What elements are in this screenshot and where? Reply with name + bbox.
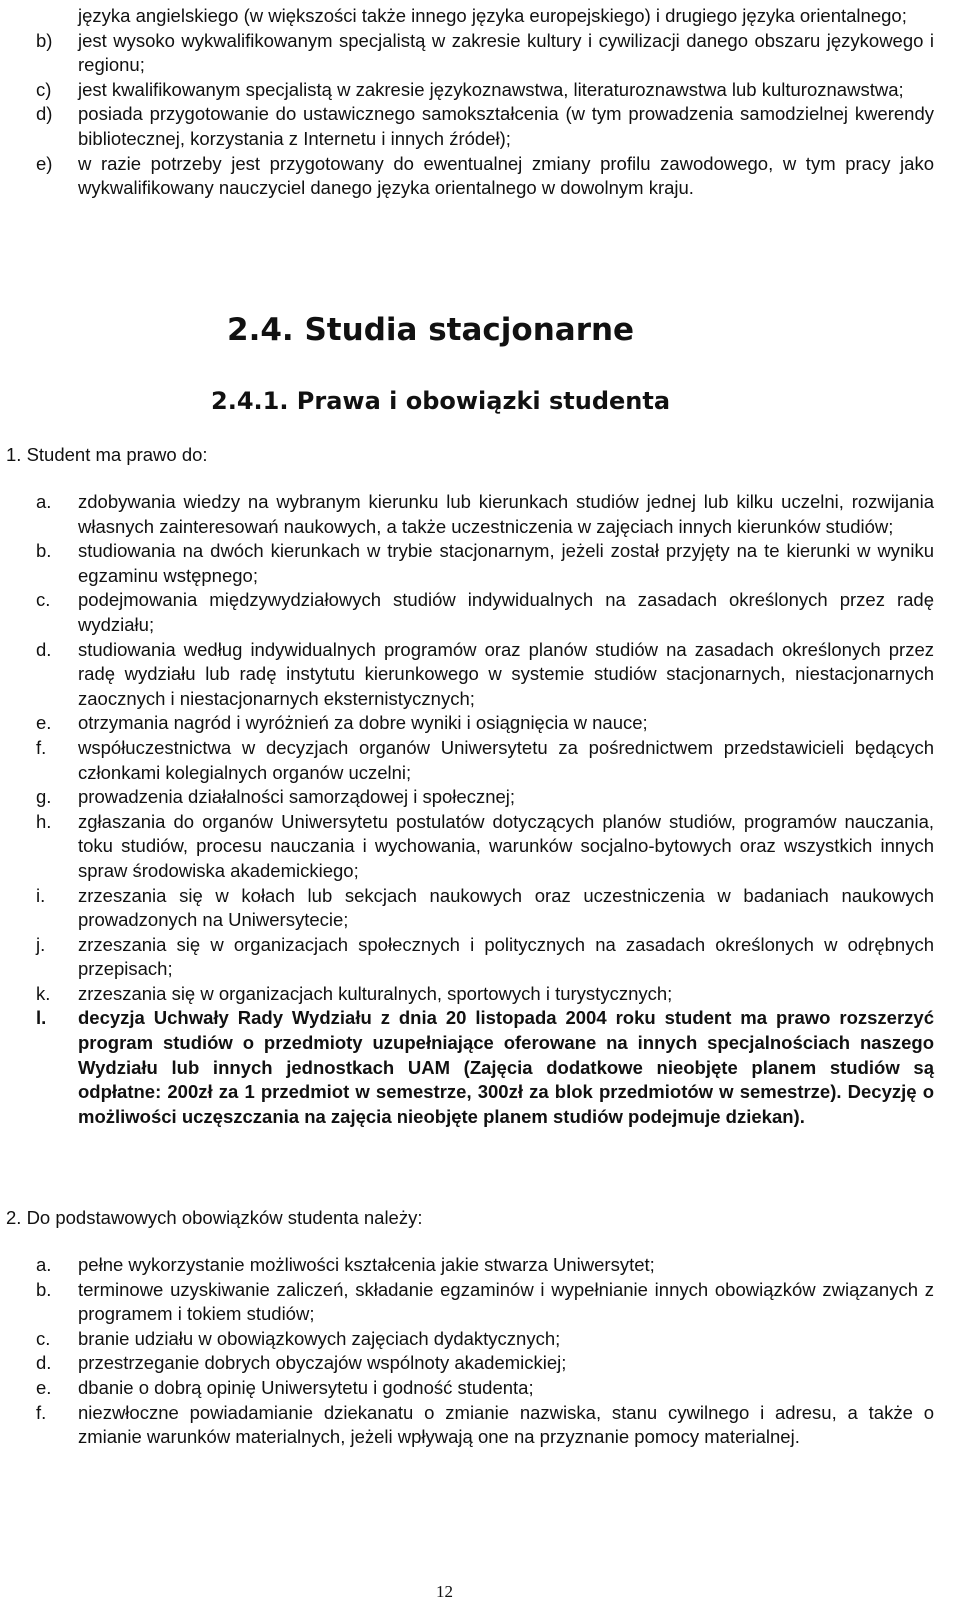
list-item-text: niezwłoczne powiadamianie dziekanatu o zmianie nazwiska, stanu cywilnego i adresu, a także o zmianie warunków materialnych, jeżeli wpływają one na przyznanie pomocy materialnej. xyxy=(78,1401,934,1448)
list-item-text: branie udziału w obowiązkowych zajęciach dydaktycznych; xyxy=(78,1327,561,1349)
list-item-marker: e) xyxy=(36,152,53,174)
list-item-text: jest wysoko wykwalifikowanym specjalistą w zakresie kultury i cywilizacji danego obszaru językowego i regionu; xyxy=(78,29,934,76)
list-item-text: pełne wykorzystanie możliwości kształcenia jakie stwarza Uniwersytet; xyxy=(78,1254,655,1275)
intro-continuation: języka angielskiego (w większości także innego języka europejskiego) i drugiego języka orientalnego; xyxy=(78,5,907,26)
list-item xyxy=(36,102,934,151)
list-item xyxy=(36,1253,934,1278)
list-item xyxy=(36,152,934,201)
list-item-marker: h. xyxy=(36,810,52,832)
list-item-marker: a. xyxy=(36,491,52,512)
list-item-text: współuczestnictwa w decyzjach organów Uniwersytetu za pośrednictwem przedstawicieli będących członkami kolegialnych organów uczelni; xyxy=(78,736,934,783)
list-item-text: dbanie o dobrą opinię Uniwersytetu i godność studenta; xyxy=(78,1376,534,1398)
list-item-text: posiada przygotowanie do ustawicznego samokształcenia (w tym prowadzenia samodzielnej kwerendy bibliotecznej, korzystania z Internetu i innych źródeł); xyxy=(78,103,934,149)
list-item-text: przestrzeganie dobrych obyczajów wspólnoty akademickiej; xyxy=(78,1352,567,1374)
list-item-text: studiowania według indywidualnych programów oraz planów studiów na zasadach określonych przez radę wydziału lub radę instytutu kierunkowego w systemie studiów stacjonarnych, niestacjonarnych zaocznych i niestacjonarnych eksternistycznych; xyxy=(78,638,934,709)
list-item xyxy=(36,711,934,736)
list-item-marker: k. xyxy=(36,982,51,1004)
list-item-text: zrzeszania się w organizacjach kulturalnych, sportowych i turystycznych; xyxy=(78,982,673,1004)
list-item-text: decyzja Uchwały Rady Wydziału z dnia 20 listopada 2004 roku student ma prawo rozszerzyć program studiów o przedmioty uzupełniające oferowane na innych specjalnościach naszego Wydziału lub innych jednostkach UAM (Zajęcia dodatkowe nieobjęte planem studiów są odpłatne: 200zł za 1 przedmiot w semestrze, 300zł za blok przedmiotów w semestrze). Decyzję o możliwości uczęszczania na zajęcia nieobjęte planem studiów podejmuje dziekan). xyxy=(78,1007,934,1127)
list-item xyxy=(36,810,934,884)
list-item-text: zgłaszania do organów Uniwersytetu postulatów dotyczących planów studiów, programów nauczania, toku studiów, procesu nauczania i wychowania, warunków socjalno-bytowych oraz wszystkich innych spraw środowiska akademickiego; xyxy=(78,810,934,881)
list-item xyxy=(36,490,934,539)
page-number: 12 xyxy=(436,1582,453,1601)
section-subheading: 2.4.1. Prawa i obowiązki studenta xyxy=(211,387,671,415)
list-item-marker: i. xyxy=(36,884,46,906)
list-item-text: terminowe uzyskiwanie zaliczeń, składanie egzaminów i wypełnianie innych obowiązków związanych z programem i tokiem studiów; xyxy=(78,1278,934,1325)
list-item-text: zrzeszania się w organizacjach społecznych i politycznych na zasadach określonych w odrębnych przepisach; xyxy=(78,933,934,980)
list-item xyxy=(36,933,934,982)
list-item xyxy=(36,982,934,1007)
list-item-text: w razie potrzeby jest przygotowany do ewentualnej zmiany profilu zawodowego, w tym pracy jako wykwalifikowany nauczyciel danego języka orientalnego w dowolnym kraju. xyxy=(78,152,934,199)
list-item-text: otrzymania nagród i wyróżnień za dobre wyniki i osiągnięcia w nauce; xyxy=(78,712,648,734)
list-item-marker: c. xyxy=(36,1327,51,1349)
list-item xyxy=(36,1351,934,1376)
section-heading: 2.4. Studia stacjonarne xyxy=(227,312,635,348)
duties-title: 2. Do podstawowych obowiązków studenta należy: xyxy=(6,1207,423,1228)
list-item xyxy=(36,1327,934,1352)
list-item xyxy=(36,78,934,103)
list-item xyxy=(36,1006,934,1129)
list-item-marker: c. xyxy=(36,589,51,611)
list-item xyxy=(36,638,934,712)
list-item-text: zdobywania wiedzy na wybranym kierunku lub kierunkach studiów jednej lub kilku uczelni, rozwijania własnych zainteresowań naukowych, a także uczestniczenia w zajęciach innych kierunków studiów; xyxy=(78,491,934,537)
list-item-text: zrzeszania się w kołach lub sekcjach naukowych oraz uczestniczenia w badaniach naukowych prowadzonych na Uniwersytecie; xyxy=(78,884,934,931)
list-item-marker: j. xyxy=(36,933,46,955)
list-item-marker: a. xyxy=(36,1254,52,1275)
list-item xyxy=(36,785,934,810)
list-item-marker: b. xyxy=(36,540,52,562)
list-item-marker: e. xyxy=(36,712,52,734)
rights-title: 1. Student ma prawo do: xyxy=(6,444,208,465)
list-item-marker: c) xyxy=(36,78,52,100)
list-item xyxy=(36,1401,934,1450)
list-item-marker: d. xyxy=(36,1352,52,1374)
rights-list xyxy=(36,490,934,1129)
list-item-text: studiowania na dwóch kierunkach w trybie stacjonarnym, jeżeli został przyjęty na te kierunki w wyniku egzaminu wstępnego; xyxy=(78,540,934,586)
list-item xyxy=(36,29,934,78)
list-item-marker: b. xyxy=(36,1278,52,1300)
duties-list xyxy=(36,1253,934,1450)
list-item xyxy=(36,539,934,588)
list-item-marker: f. xyxy=(36,736,47,758)
list-item-text: prowadzenia działalności samorządowej i społecznej; xyxy=(78,786,516,808)
list-item xyxy=(36,1278,934,1327)
list-item xyxy=(36,736,934,785)
list-item-marker: f. xyxy=(36,1401,47,1423)
list-item-marker: d) xyxy=(36,103,53,125)
list-item xyxy=(36,884,934,933)
list-item-text: podejmowania międzywydziałowych studiów indywidualnych na zasadach określonych przez radę wydziału; xyxy=(78,589,934,635)
list-item-text: jest kwalifikowanym specjalistą w zakresie językoznawstwa, literaturoznawstwa lub kulturoznawstwa; xyxy=(78,78,904,100)
list-item-marker: l. xyxy=(36,1007,47,1029)
list-item xyxy=(36,1376,934,1401)
list-item-marker: b) xyxy=(36,29,53,51)
list-item-marker: d. xyxy=(36,638,52,660)
list-item-marker: g. xyxy=(36,786,52,808)
intro-list xyxy=(36,4,934,201)
list-item-marker: e. xyxy=(36,1376,52,1398)
list-item xyxy=(36,588,934,637)
